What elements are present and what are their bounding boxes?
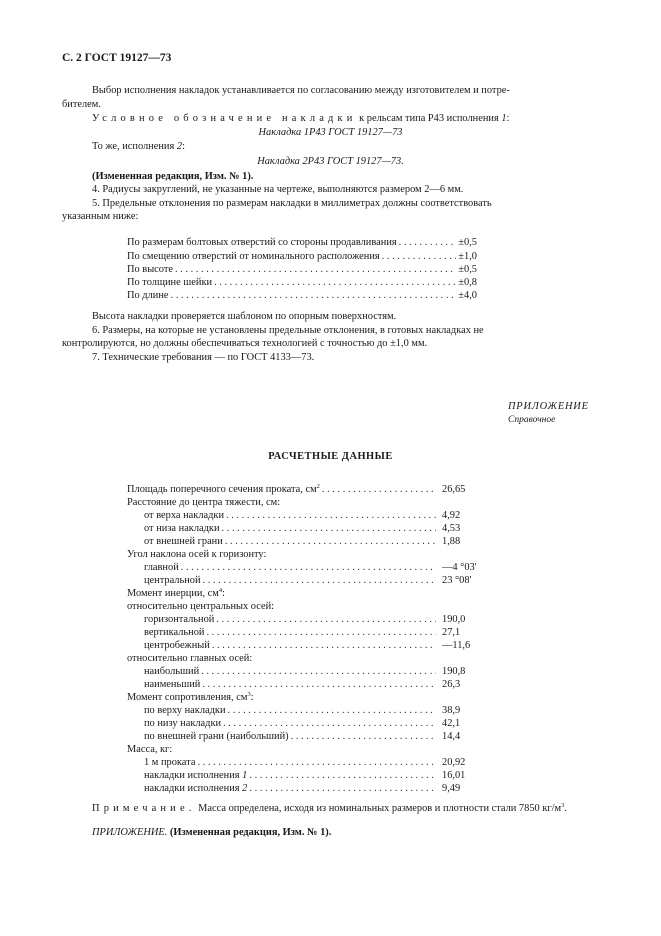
calc-row bbox=[144, 613, 482, 627]
calc-label: вертикальной bbox=[144, 627, 205, 638]
tolerance-row bbox=[127, 276, 477, 290]
calc-label: наибольший bbox=[144, 666, 200, 677]
calc-value: —4 °03' bbox=[442, 562, 477, 573]
calc-label: 1 м проката bbox=[144, 757, 196, 768]
tolerance-label: По толщине шейки bbox=[127, 277, 213, 288]
tolerance-value: ±0,5 bbox=[458, 237, 477, 248]
leader-dots bbox=[214, 276, 456, 290]
example-designation-1: Накладка 1Р43 ГОСТ 19127—73 bbox=[258, 127, 403, 138]
calc-value: 190,8 bbox=[442, 666, 466, 677]
designation-line bbox=[92, 112, 509, 126]
calc-group-header bbox=[127, 587, 225, 601]
leader-dots bbox=[175, 263, 456, 277]
inertia-sup: 4 bbox=[218, 587, 223, 594]
calc-row bbox=[127, 483, 482, 497]
note-end: . bbox=[564, 803, 567, 814]
leader-dots bbox=[206, 626, 436, 640]
calc-value: 42,1 bbox=[442, 718, 461, 729]
calc-subgroup-header: относительно главных осей: bbox=[127, 653, 253, 664]
footer-appendix: ПРИЛОЖЕНИЕ. bbox=[92, 827, 168, 838]
calc-label: центральной bbox=[144, 575, 201, 586]
calc-row bbox=[144, 561, 482, 575]
leader-dots bbox=[226, 509, 436, 523]
tolerance-row bbox=[127, 289, 477, 303]
amendment-note: (Измененная редакция, Изм. № 1). bbox=[92, 171, 254, 182]
calc-row bbox=[144, 535, 482, 549]
leader-dots bbox=[382, 250, 457, 264]
calc-group-header bbox=[127, 691, 254, 705]
note-text: Масса определена, исходя из номинальных размеров и плотности стали 7850 кг/м bbox=[195, 803, 562, 814]
note bbox=[92, 802, 567, 816]
leader-dots bbox=[212, 639, 436, 653]
tolerance-row bbox=[127, 250, 477, 264]
calc-value: 20,92 bbox=[442, 757, 466, 768]
tolerance-value: ±4,0 bbox=[458, 290, 477, 301]
calc-label: от верха накладки bbox=[144, 510, 225, 521]
designation-colon: : bbox=[506, 113, 510, 124]
appendix-title: ПРИЛОЖЕНИЕ bbox=[508, 401, 589, 412]
tolerance-row bbox=[127, 236, 477, 250]
calc-value: 4,92 bbox=[442, 510, 461, 521]
calc-group-header: Расстояние до центра тяжести, см: bbox=[127, 497, 281, 508]
calc-label: горизонтальной bbox=[144, 614, 215, 625]
mass-label-prefix: накладки исполнения bbox=[144, 770, 243, 781]
calc-title: РАСЧЕТНЫЕ ДАННЫЕ bbox=[268, 451, 393, 462]
leader-dots bbox=[203, 574, 436, 588]
footer-amendment bbox=[92, 826, 331, 840]
calc-label: от внешней грани bbox=[144, 536, 223, 547]
inertia-colon: : bbox=[222, 588, 225, 599]
calc-label: наименьший bbox=[144, 679, 201, 690]
item-6-line-1: 6. Размеры, на которые не установлены предельные отклонения, в готовых накладках не bbox=[92, 325, 484, 336]
calc-value: 1,88 bbox=[442, 536, 461, 547]
leader-dots bbox=[291, 730, 436, 744]
leader-dots bbox=[181, 561, 436, 575]
calc-value: —11,6 bbox=[442, 640, 471, 651]
calc-row bbox=[144, 639, 482, 653]
calc-value: 190,0 bbox=[442, 614, 466, 625]
designation-text: к рельсам типа Р43 исполнения bbox=[356, 113, 502, 124]
inertia-label: Момент инерции, см bbox=[127, 588, 219, 599]
leader-dots bbox=[225, 535, 436, 549]
calc-row bbox=[144, 626, 482, 640]
tolerance-value: ±1,0 bbox=[458, 251, 477, 262]
calc-row bbox=[144, 756, 482, 770]
resist-colon: : bbox=[250, 692, 254, 703]
height-check: Высота накладки проверяется шаблоном по опорным поверхностям. bbox=[92, 311, 397, 322]
calc-row bbox=[144, 717, 482, 731]
tolerance-value: ±0,8 bbox=[458, 277, 477, 288]
leader-dots bbox=[197, 756, 436, 770]
tolerance-label: По длине bbox=[127, 290, 169, 301]
calc-value: 4,53 bbox=[442, 523, 461, 534]
calc-row bbox=[144, 769, 482, 783]
same-colon: : bbox=[182, 141, 185, 152]
same-number: 2 bbox=[176, 141, 183, 152]
calc-label: центробежный bbox=[144, 640, 210, 651]
calc-value: 27,1 bbox=[442, 627, 461, 638]
mass-label-prefix: накладки исполнения bbox=[144, 783, 243, 794]
same-text: То же, исполнения bbox=[92, 141, 177, 152]
page-header: С. 2 ГОСТ 19127—73 bbox=[62, 52, 172, 64]
calc-group-header: Масса, кг: bbox=[127, 744, 173, 755]
calc-label bbox=[127, 483, 320, 497]
item-6-line-2: контролируются, но должны обеспечиваться технологией с точностью до ±1,0 мм. bbox=[62, 338, 428, 349]
leader-dots bbox=[171, 289, 457, 303]
calc-row bbox=[144, 574, 482, 588]
example-designation-2: Накладка 2Р43 ГОСТ 19127—73. bbox=[257, 156, 404, 167]
calc-row bbox=[144, 522, 482, 536]
tolerance-value: ±0,5 bbox=[458, 264, 477, 275]
calc-row bbox=[144, 782, 482, 796]
calc-value: 26,3 bbox=[442, 679, 461, 690]
calc-value: 9,49 bbox=[442, 783, 461, 794]
area-sup: 2 bbox=[316, 483, 320, 490]
paragraph-line: бителем. bbox=[62, 99, 101, 110]
calc-label: главной bbox=[144, 562, 179, 573]
designation-number: 1 bbox=[501, 113, 507, 124]
calc-label: по внешней грани (наибольший) bbox=[144, 731, 289, 742]
leader-dots bbox=[399, 236, 457, 250]
item-7: 7. Технические требования — по ГОСТ 4133—73. bbox=[92, 352, 315, 363]
leader-dots bbox=[216, 613, 436, 627]
calc-row bbox=[144, 730, 482, 744]
calc-value: 23 °08' bbox=[442, 575, 472, 586]
calc-row bbox=[144, 704, 482, 718]
mass-variant-number: 1 bbox=[242, 770, 248, 781]
appendix-subtitle: Справочное bbox=[508, 415, 556, 425]
tolerance-label: По размерам болтовых отверстий со стороны продавливания bbox=[127, 237, 397, 248]
calc-group-header: Угол наклона осей к горизонту: bbox=[127, 549, 267, 560]
item-4: 4. Радиусы закруглений, не указанные на чертеже, выполняются размером 2—6 мм. bbox=[92, 184, 464, 195]
leader-dots bbox=[223, 717, 436, 731]
leader-dots bbox=[228, 704, 436, 718]
leader-dots bbox=[249, 769, 436, 783]
calc-label: по верху накладки bbox=[144, 705, 226, 716]
calc-label bbox=[144, 769, 247, 783]
area-label: Площадь поперечного сечения проката, см bbox=[127, 484, 317, 495]
item-5-line-1: 5. Предельные отклонения по размерам накладки в миллиметрах должны соответствовать bbox=[92, 198, 492, 209]
item-5-line-2: указанным ниже: bbox=[62, 211, 139, 222]
calc-value: 26,65 bbox=[442, 484, 466, 495]
calc-label: по низу накладки bbox=[144, 718, 222, 729]
designation-spaced: Условное обозначение накладки bbox=[92, 113, 357, 124]
tolerance-label: По высоте bbox=[127, 264, 174, 275]
tolerance-label: По смещению отверстий от номинального расположения bbox=[127, 251, 380, 262]
leader-dots bbox=[202, 678, 436, 692]
calc-label bbox=[144, 782, 247, 796]
leader-dots bbox=[322, 483, 436, 497]
calc-row bbox=[144, 665, 482, 679]
leader-dots bbox=[201, 665, 436, 679]
note-label: Примечание. bbox=[92, 803, 196, 814]
resist-label: Момент сопротивления, см bbox=[127, 692, 248, 703]
tolerance-row bbox=[127, 263, 477, 277]
calc-row bbox=[144, 509, 482, 523]
calc-label: от низа накладки bbox=[144, 523, 220, 534]
mass-variant-number: 2 bbox=[242, 783, 248, 794]
calc-value: 14,4 bbox=[442, 731, 461, 742]
resist-sup: 3 bbox=[247, 691, 251, 698]
leader-dots bbox=[249, 782, 436, 796]
calc-value: 38,9 bbox=[442, 705, 461, 716]
leader-dots bbox=[222, 522, 436, 536]
calc-subgroup-header: относительно центральных осей: bbox=[127, 601, 275, 612]
same-line bbox=[92, 140, 185, 154]
note-sup: 3 bbox=[561, 802, 565, 809]
footer-amend: (Измененная редакция, Изм. № 1). bbox=[167, 827, 332, 838]
paragraph-line: Выбор исполнения накладок устанавливается по согласованию между изготовителем и потре- bbox=[92, 85, 510, 96]
calc-value: 16,01 bbox=[442, 770, 466, 781]
calc-row bbox=[144, 678, 482, 692]
